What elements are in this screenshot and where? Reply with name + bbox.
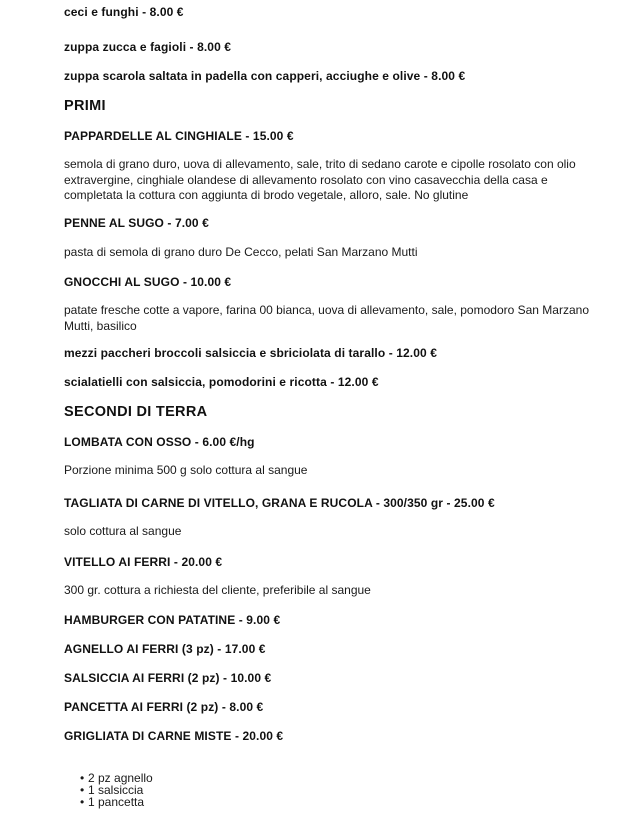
menu-item-pappardelle-description: semola di grano duro, uova di allevamento, sale, trito di sedano carote e cipolle rosolato con olio extravergine, cinghiale olandese di allevamento rosolato con vino casavecchia della casa e completata la cottura con aggiunta di brodo vegetale, alloro, sale. No glutine (64, 157, 576, 202)
menu-item-vitello: VITELLO AI FERRI - 20.00 € (64, 555, 223, 569)
menu-item-pancetta: PANCETTA AI FERRI (2 pz) - 8.00 € (64, 700, 264, 714)
page-bottom-margin (0, 810, 640, 828)
menu-item-hamburger: HAMBURGER CON PATATINE - 9.00 € (64, 613, 281, 627)
menu-item-tagliata: TAGLIATA DI CARNE DI VITELLO, GRANA E RUCOLA - 300/350 gr - 25.00 € (64, 496, 495, 510)
menu-item-vitello-description: 300 gr. cottura a richiesta del cliente, preferibile al sangue (64, 583, 371, 597)
menu-item-penne: PENNE AL SUGO - 7.00 € (64, 216, 209, 230)
section-heading-secondi-di-terra: SECONDI DI TERRA (64, 404, 208, 420)
menu-item-lombata-description: Porzione minima 500 g solo cottura al sangue (64, 463, 308, 477)
menu-item-ceci-funghi: ceci e funghi - 8.00 € (64, 5, 184, 19)
menu-item-tagliata-description: solo cottura al sangue (64, 524, 182, 538)
menu-item-scialatielli: scialatielli con salsiccia, pomodorini e ricotta - 12.00 € (64, 375, 379, 389)
menu-item-mezzi-paccheri: mezzi paccheri broccoli salsiccia e sbriciolata di tarallo - 12.00 € (64, 346, 437, 360)
grigliata-contents-list (64, 772, 153, 808)
menu-item-gnocchi-description: patate fresche cotte a vapore, farina 00 bianca, uova di allevamento, sale, pomodoro San Marzano Mutti, basilico (64, 303, 589, 333)
menu-item-pappardelle: PAPPARDELLE AL CINGHIALE - 15.00 € (64, 129, 294, 143)
menu-item-salsiccia: SALSICCIA AI FERRI (2 pz) - 10.00 € (64, 671, 272, 685)
list-item: • 2 pz agnello (64, 772, 153, 784)
menu-item-zuppa-scarola: zuppa scarola saltata in padella con capperi, acciughe e olive - 8.00 € (64, 69, 466, 83)
list-item: • 1 pancetta (64, 796, 153, 808)
list-item: • 1 salsiccia (64, 784, 153, 796)
menu-item-agnello: AGNELLO AI FERRI (3 pz) - 17.00 € (64, 642, 266, 656)
menu-item-lombata: LOMBATA CON OSSO - 6.00 €/hg (64, 435, 255, 449)
menu-item-zuppa-zucca: zuppa zucca e fagioli - 8.00 € (64, 40, 232, 54)
menu-item-penne-description: pasta di semola di grano duro De Cecco, pelati San Marzano Mutti (64, 245, 418, 259)
section-heading-primi: PRIMI (64, 98, 106, 114)
menu-item-gnocchi: GNOCCHI AL SUGO - 10.00 € (64, 275, 232, 289)
menu-item-grigliata: GRIGLIATA DI CARNE MISTE - 20.00 € (64, 729, 284, 743)
